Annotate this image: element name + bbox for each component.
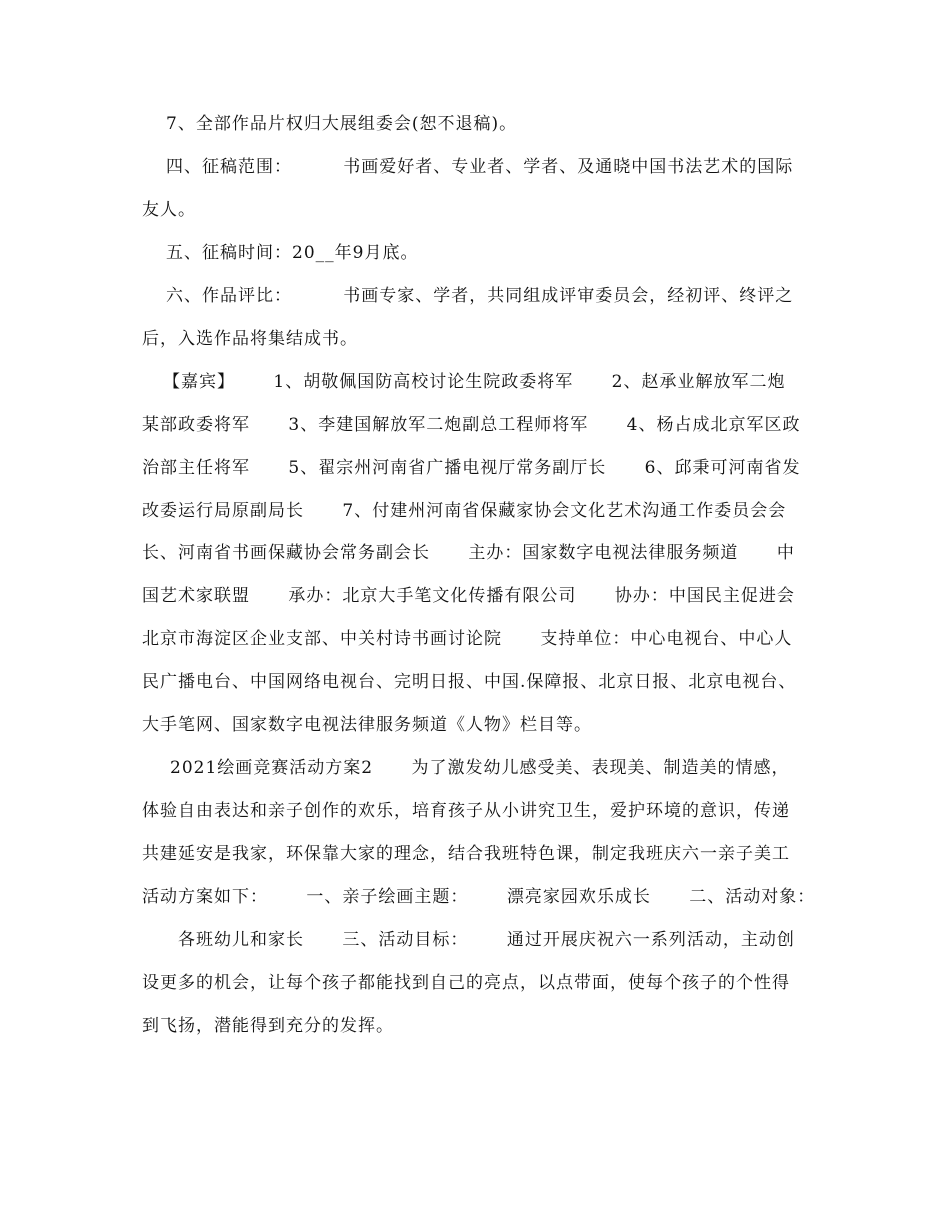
text-line: 后，入选作品将集结成书。 — [142, 329, 358, 349]
text-line: 国艺术家联盟 承办：北京大手笔文化传播有限公司 协办：中国民主促进会 — [142, 586, 795, 606]
text-line: 某部政委将军 3、李建国解放军二炮副总工程师将军 4、杨占成北京军区政 — [142, 415, 801, 435]
text-line: 长、河南省书画保藏协会常务副会长 主办：国家数字电视法律服务频道 中 — [142, 543, 795, 563]
text-line: 五、征稿时间：20__年9月底。 — [166, 243, 419, 263]
text-line: 到飞扬，潜能得到充分的发挥。 — [142, 1016, 394, 1036]
text-line: 【嘉宾】 1、胡敬佩国防高校讨论生院政委将军 2、赵承业解放军二炮 — [163, 372, 786, 392]
text-line: 体验自由表达和亲子创作的欢乐，培育孩子从小讲究卫生，爱护环境的意识，传递 — [142, 801, 790, 821]
text-line: 活动方案如下： 一、亲子绘画主题： 漂亮家园欢乐成长 二、活动对象： — [142, 887, 816, 907]
text-line: 治部主任将军 5、翟宗州河南省广播电视厅常务副厅长 6、邱秉可河南省发 — [142, 458, 801, 478]
text-line: 共建延安是我家，环保靠大家的理念，结合我班特色课，制定我班庆六一亲子美工 — [142, 844, 790, 864]
text-line: 各班幼儿和家长 三、活动目标： 通过开展庆祝六一系列活动，主动创 — [178, 930, 795, 950]
text-line: 民广播电台、中国网络电视台、完明日报、中国.保障报、北京日报、北京电视台、 — [142, 672, 797, 692]
text-line: 改委运行局原副局长 7、付建州河南省保藏家协会文化艺术沟通工作委员会会 — [142, 501, 787, 521]
text-line: 设更多的机会，让每个孩子都能找到自己的亮点，以点带面，使每个孩子的个性得 — [142, 973, 790, 993]
text-line: 北京市海淀区企业支部、中关村诗书画讨论院 支持单位：中心电视台、中心人 — [142, 629, 793, 649]
text-line: 六、作品评比： 书画专家、学者，共同组成评审委员会，经初评、终评之 — [166, 286, 794, 306]
text-line: 7、全部作品片权归大展组委会(恕不退稿)。 — [166, 114, 518, 134]
text-line: 四、征稿范围： 书画爱好者、专业者、学者、及通晓中国书法艺术的国际 — [166, 157, 794, 177]
text-line: 友人。 — [142, 200, 196, 220]
text-line: 2021绘画竞赛活动方案2 为了激发幼儿感受美、表现美、制造美的情感， — [170, 758, 790, 778]
text-line: 大手笔网、国家数字电视法律服务频道《人物》栏目等。 — [142, 715, 592, 735]
